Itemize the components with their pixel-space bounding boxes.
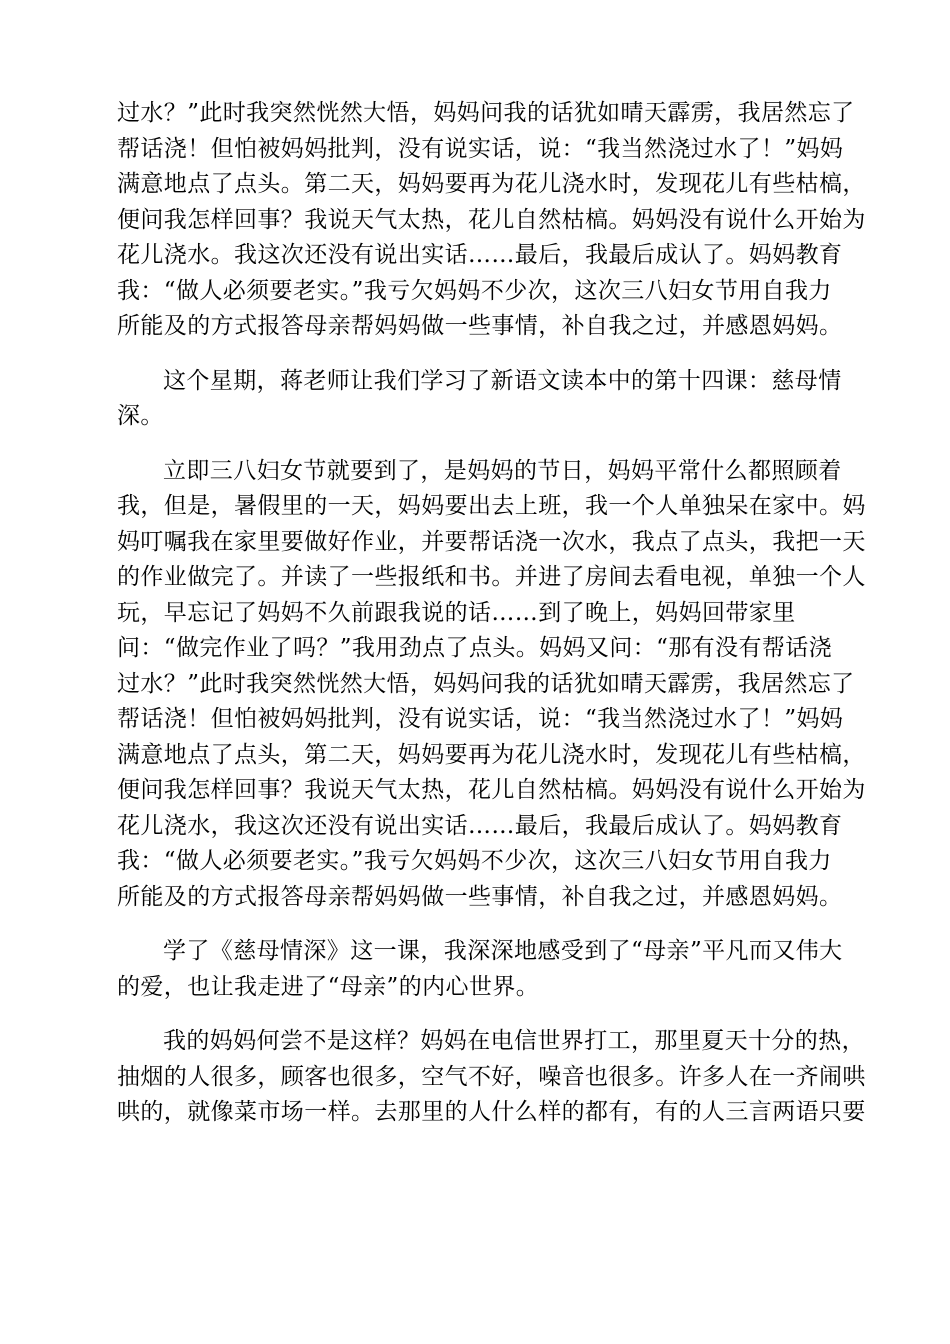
text-line: 我：“做人必须要老实。”我亏欠妈妈不少次，这次三八妇女节用自我力	[117, 277, 832, 304]
paragraph-3	[117, 454, 866, 916]
text-line: 帮话浇！但怕被妈妈批判，没有说实话，说：“我当然浇过水了！”妈妈	[117, 135, 844, 162]
paragraph-4	[117, 934, 843, 1005]
text-line: 哄的，就像菜市场一样。去那里的人什么样的都有，有的人三言两语只要	[117, 1099, 866, 1125]
text-line: 满意地点了点头，第二天，妈妈要再为花儿浇水时，发现花儿有些枯槁，	[117, 741, 866, 768]
text-line: 问：“做完作业了吗？”我用劲点了点头。妈妈又问：“那有没有帮话浇	[117, 635, 833, 661]
text-line: 花儿浇水。我这次还没有说出实话……最后，我最后成认了。妈妈教育	[117, 242, 843, 268]
text-line: 我的妈妈何尝不是这样？妈妈在电信世界打工，那里夏天十分的热，	[163, 1028, 865, 1054]
paragraph-1	[117, 96, 866, 345]
text-line: 抽烟的人很多，顾客也很多，空气不好，噪音也很多。许多人在一齐闹哄	[117, 1063, 866, 1090]
text-line: 玩，早忘记了妈妈不久前跟我说的话……到了晚上，妈妈回带家里	[117, 599, 796, 626]
text-line: 便问我怎样回事？我说天气太热，花儿自然枯槁。妈妈没有说什么开始为	[117, 777, 866, 803]
text-line: 所能及的方式报答母亲帮妈妈做一些事情，补自我之过，并感恩妈妈。	[117, 313, 843, 339]
text-line: 花儿浇水，我这次还没有说出实话……最后，我最后成认了。妈妈教育	[117, 812, 843, 839]
paragraph-5	[117, 1024, 866, 1131]
text-line: 立即三八妇女节就要到了，是妈妈的节日，妈妈平常什么都照顾着	[163, 457, 842, 484]
text-line: 学了《慈母情深》这一课，我深深地感受到了“母亲”平凡而又伟大	[163, 938, 843, 964]
text-line: 我，但是，暑假里的一天，妈妈要出去上班，我一个人单独呆在家中。妈	[117, 493, 866, 519]
text-line: 便问我怎样回事？我说天气太热，花儿自然枯槁。妈妈没有说什么开始为	[117, 206, 866, 233]
text-line: 这个星期，蒋老师让我们学习了新语文读本中的第十四课：慈母情	[163, 367, 842, 394]
text-line: 妈叮嘱我在家里要做好作业，并要帮话浇一次水，我点了点头，我把一天	[117, 528, 866, 555]
text-line: 的作业做完了。并读了一些报纸和书。并进了房间去看电视，单独一个人	[117, 564, 866, 590]
text-line: 所能及的方式报答母亲帮妈妈做一些事情，补自我之过，并感恩妈妈。	[117, 883, 843, 910]
text-line: 过水？”此时我突然恍然大悟，妈妈问我的话犹如晴天霹雳，我居然忘了	[117, 670, 855, 697]
text-line: 过水？”此时我突然恍然大悟，妈妈问我的话犹如晴天霹雳，我居然忘了	[117, 100, 855, 126]
document-body	[117, 96, 866, 1131]
paragraph-2	[117, 364, 842, 435]
text-line: 的爱，也让我走进了“母亲”的内心世界。	[117, 973, 540, 1000]
text-line: 我：“做人必须要老实。”我亏欠妈妈不少次，这次三八妇女节用自我力	[117, 848, 832, 874]
text-line: 满意地点了点头。第二天，妈妈要再为花儿浇水时，发现花儿有些枯槁，	[117, 171, 866, 197]
text-line: 深。	[117, 403, 164, 429]
text-line: 帮话浇！但怕被妈妈批判，没有说实话，说：“我当然浇过水了！”妈妈	[117, 706, 844, 732]
